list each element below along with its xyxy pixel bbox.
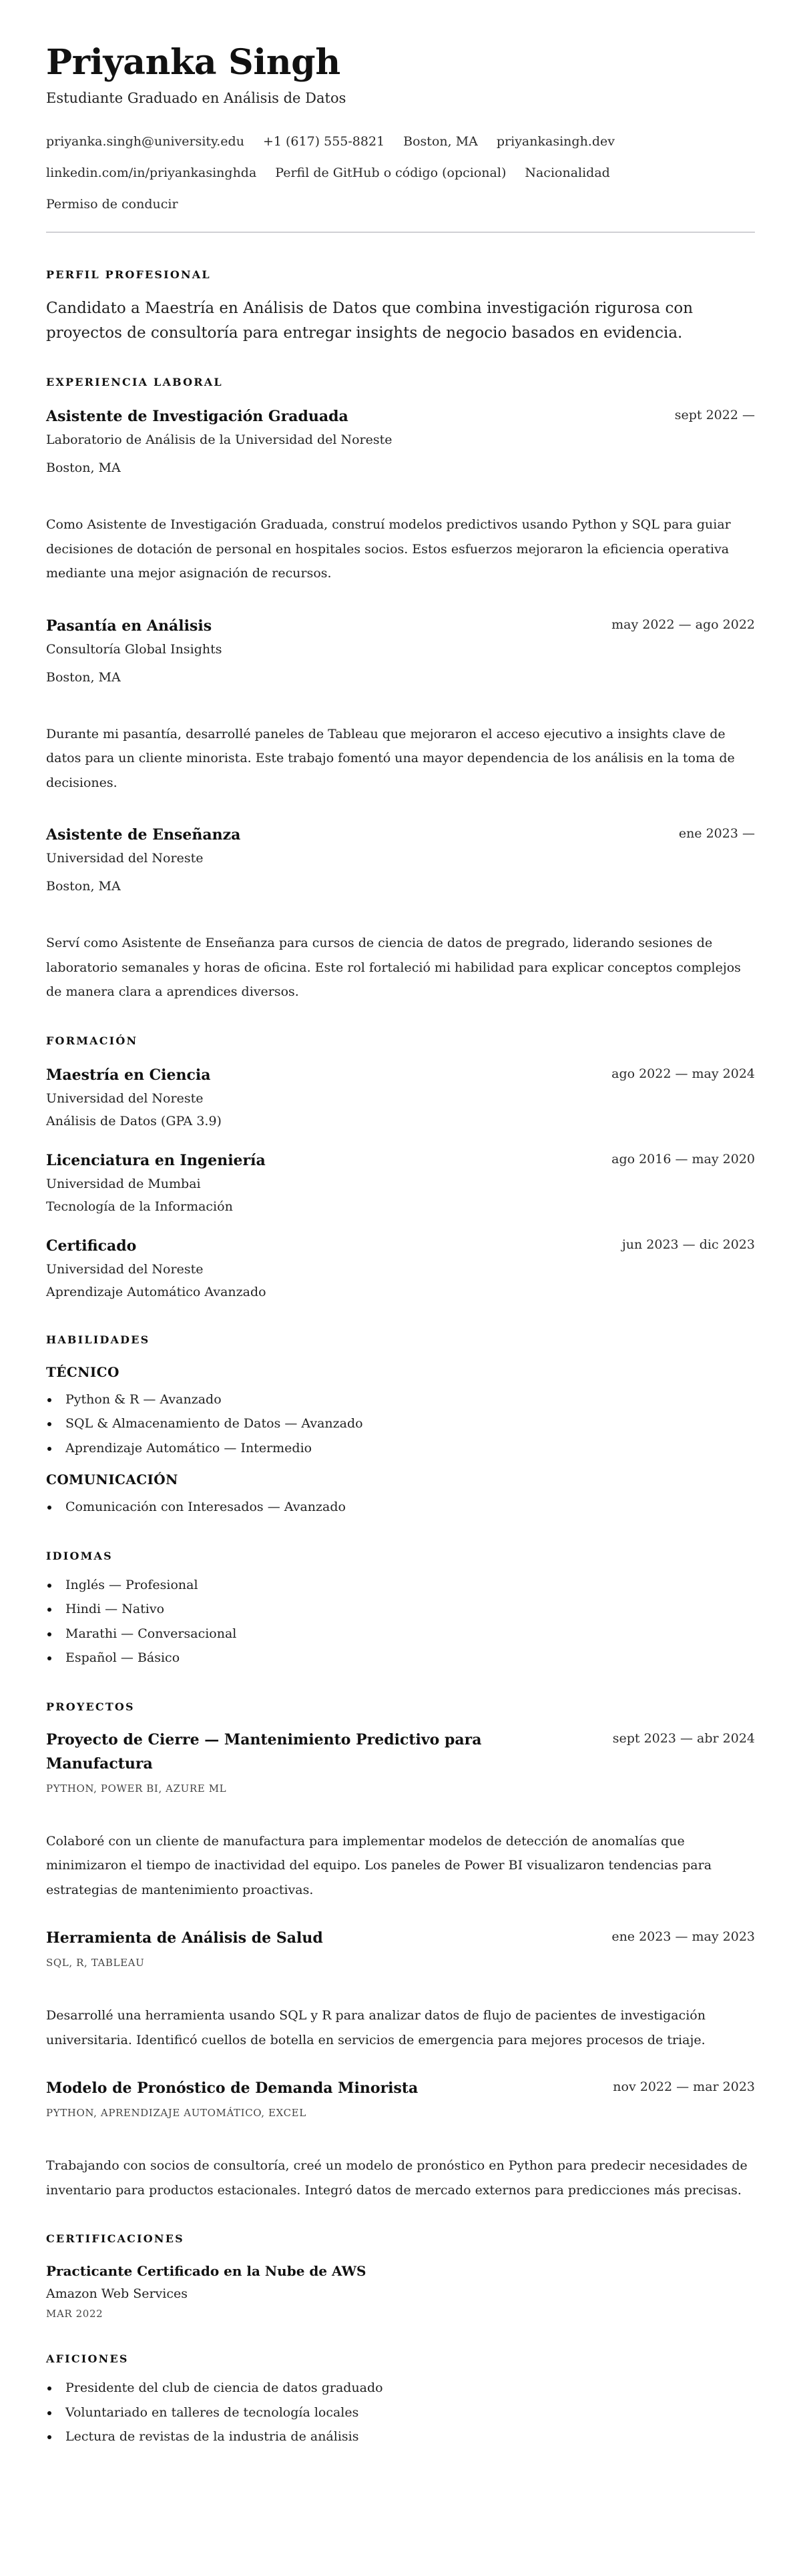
job-organization: Laboratorio de Análisis de la Universidad del Noreste — [46, 432, 392, 447]
contact-linkedin[interactable]: linkedin.com/in/priyankasinghda — [46, 166, 257, 180]
section-heading-summary: PERFIL PROFESIONAL — [46, 268, 211, 281]
section-certifications — [46, 2232, 755, 2322]
skill-list — [46, 1387, 755, 1461]
project-description: Desarrollé una herramienta usando SQL y R para analizar datos de flujo de pacientes de investigación universitaria. Identificó cuellos de botella en servicios de emergencia para mejores procesos de triaje. — [46, 2008, 706, 2047]
project-item — [46, 1926, 755, 2052]
job-title: Pasantía en Análisis — [46, 617, 212, 635]
section-heading-skills: HABILIDADES — [46, 1333, 150, 1346]
section-heading-projects: PROYECTOS — [46, 1700, 135, 1713]
section-education — [46, 1034, 755, 1303]
hobby-item: Lectura de revistas de la industria de análisis — [46, 2425, 755, 2449]
education-dates: jun 2023 — dic 2023 — [621, 1237, 755, 1252]
section-experience — [46, 375, 755, 1004]
school-name: Universidad del Noreste — [46, 1261, 204, 1277]
skill-list — [46, 1495, 755, 1520]
language-list — [46, 1573, 755, 1670]
header-divider — [46, 232, 755, 233]
project-tech: PYTHON, APRENDIZAJE AUTOMÁTICO, EXCEL — [46, 2107, 306, 2119]
job-description: Como Asistente de Investigación Graduada, construí modelos predictivos usando Python y SQL para guiar decisiones de dotación de personal en hospitales socios. Estos esfuerzos mejoraron la eficiencia operativa mediante una mejor asignación de recursos. — [46, 517, 731, 581]
degree-title: Licenciatura en Ingeniería — [46, 1151, 266, 1169]
project-dates: nov 2022 — mar 2023 — [613, 2079, 755, 2094]
skill-item: Comunicación con Interesados — Avanzado — [46, 1495, 755, 1520]
education-item — [46, 1149, 755, 1218]
job-dates: ene 2023 — — [678, 826, 755, 841]
project-dates: sept 2023 — abr 2024 — [612, 1730, 755, 1746]
job-description: Serví como Asistente de Enseñanza para cursos de ciencia de datos de pregrado, liderando sesiones de laboratorio semanales y horas de oficina. Este rol fortaleció mi habilidad para explicar conceptos complejos de manera clara a aprendices diversos. — [46, 936, 741, 999]
project-tech: SQL, R, TABLEAU — [46, 1957, 145, 1969]
contact-website[interactable]: priyankasingh.dev — [496, 134, 615, 149]
contact-email[interactable]: priyanka.singh@university.edu — [46, 134, 244, 149]
section-skills — [46, 1333, 755, 1520]
education-dates: ago 2022 — may 2024 — [611, 1066, 755, 1081]
education-dates: ago 2016 — may 2020 — [611, 1151, 755, 1167]
section-summary — [46, 268, 755, 346]
field-of-study: Tecnología de la Información — [46, 1199, 233, 1214]
candidate-name: Priyanka Singh — [46, 42, 340, 83]
field-of-study: Análisis de Datos (GPA 3.9) — [46, 1113, 222, 1129]
degree-title: Maestría en Ciencia — [46, 1066, 211, 1084]
project-dates: ene 2023 — may 2023 — [611, 1929, 755, 1944]
candidate-headline: Estudiante Graduado en Análisis de Datos — [46, 90, 346, 106]
section-hobbies — [46, 2352, 755, 2449]
contact-driving-license: Permiso de conducir — [46, 197, 178, 212]
project-title: Herramienta de Análisis de Salud — [46, 1929, 323, 1947]
job-location: Boston, MA — [46, 669, 121, 685]
project-title: Modelo de Pronóstico de Demanda Minorista — [46, 2079, 419, 2097]
section-heading-education: FORMACIÓN — [46, 1034, 138, 1047]
language-item: Marathi — Conversacional — [46, 1622, 755, 1646]
job-location: Boston, MA — [46, 879, 121, 894]
contact-location: Boston, MA — [403, 134, 478, 149]
section-languages — [46, 1549, 755, 1670]
project-item — [46, 1728, 755, 1903]
project-description: Trabajando con socios de consultoría, creé un modelo de pronóstico en Python para predecir necesidades de inventario para productos estacionales. Integró datos de mercado externos para predicciones más precisas. — [46, 2158, 748, 2198]
job-description: Durante mi pasantía, desarrollé paneles de Tableau que mejoraron el acceso ejecutivo a insights clave de datos para un cliente minorista. Este trabajo fomentó una mayor dependencia de los análisis en la toma de decisiones. — [46, 726, 735, 790]
job-title: Asistente de Investigación Graduada — [46, 408, 348, 425]
job-location: Boston, MA — [46, 460, 121, 475]
skill-item: SQL & Almacenamiento de Datos — Avanzado — [46, 1411, 755, 1436]
hobby-item: Voluntariado en talleres de tecnología locales — [46, 2400, 755, 2425]
certification-issuer: Amazon Web Services — [46, 2286, 188, 2301]
school-name: Universidad de Mumbai — [46, 1176, 201, 1191]
job-dates: may 2022 — ago 2022 — [611, 617, 755, 632]
skill-group-title: COMUNICACIÓN — [46, 1472, 178, 1488]
job-organization: Universidad del Noreste — [46, 851, 204, 866]
education-item — [46, 1234, 755, 1303]
project-title: Proyecto de Cierre — Mantenimiento Predictivo para Manufactura — [46, 1730, 482, 1773]
summary-text: Candidato a Maestría en Análisis de Datos que combina investigación rigurosa con proyectos de consultoría para entregar insights de negocio basados en evidencia. — [46, 300, 694, 342]
education-item — [46, 1063, 755, 1133]
hobby-list — [46, 2376, 755, 2449]
section-heading-certifications: CERTIFICACIONES — [46, 2232, 184, 2245]
resume-header — [46, 39, 755, 233]
job-title: Asistente de Enseñanza — [46, 826, 241, 844]
language-item: Hindi — Nativo — [46, 1597, 755, 1622]
certification-item — [46, 2260, 755, 2322]
project-tech: PYTHON, POWER BI, AZURE ML — [46, 1782, 227, 1795]
contact-github: Perfil de GitHub o código (opcional) — [275, 166, 507, 180]
experience-item — [46, 823, 755, 1004]
skill-group — [46, 1470, 755, 1520]
job-dates: sept 2022 — — [674, 408, 755, 422]
contact-nationality: Nacionalidad — [525, 166, 610, 180]
job-organization: Consultoría Global Insights — [46, 641, 222, 657]
skill-item: Aprendizaje Automático — Intermedio — [46, 1436, 755, 1461]
degree-title: Certificado — [46, 1237, 137, 1255]
skill-group — [46, 1362, 755, 1461]
certification-date: MAR 2022 — [46, 2308, 103, 2320]
skill-item: Python & R — Avanzado — [46, 1387, 755, 1412]
section-heading-hobbies: AFICIONES — [46, 2352, 129, 2365]
section-heading-experience: EXPERIENCIA LABORAL — [46, 376, 223, 388]
language-item: Inglés — Profesional — [46, 1573, 755, 1598]
project-item — [46, 2076, 755, 2202]
language-item: Español — Básico — [46, 1646, 755, 1670]
certification-title: Practicante Certificado en la Nube de AWS — [46, 2263, 366, 2279]
field-of-study: Aprendizaje Automático Avanzado — [46, 1284, 266, 1299]
section-projects — [46, 1700, 755, 2203]
section-heading-languages: IDIOMAS — [46, 1549, 113, 1562]
experience-item — [46, 404, 755, 586]
contact-info — [46, 126, 755, 220]
project-description: Colaboré con un cliente de manufactura para implementar modelos de detección de anomalías que minimizaron el tiempo de inactividad del equipo. Los paneles de Power BI visualizaron tendencias para estrategias de mantenimiento proactivas. — [46, 1833, 712, 1897]
school-name: Universidad del Noreste — [46, 1090, 204, 1106]
hobby-item: Presidente del club de ciencia de datos graduado — [46, 2376, 755, 2400]
skill-group-title: TÉCNICO — [46, 1363, 119, 1380]
experience-item — [46, 614, 755, 795]
contact-phone[interactable]: +1 (617) 555-8821 — [262, 134, 385, 149]
